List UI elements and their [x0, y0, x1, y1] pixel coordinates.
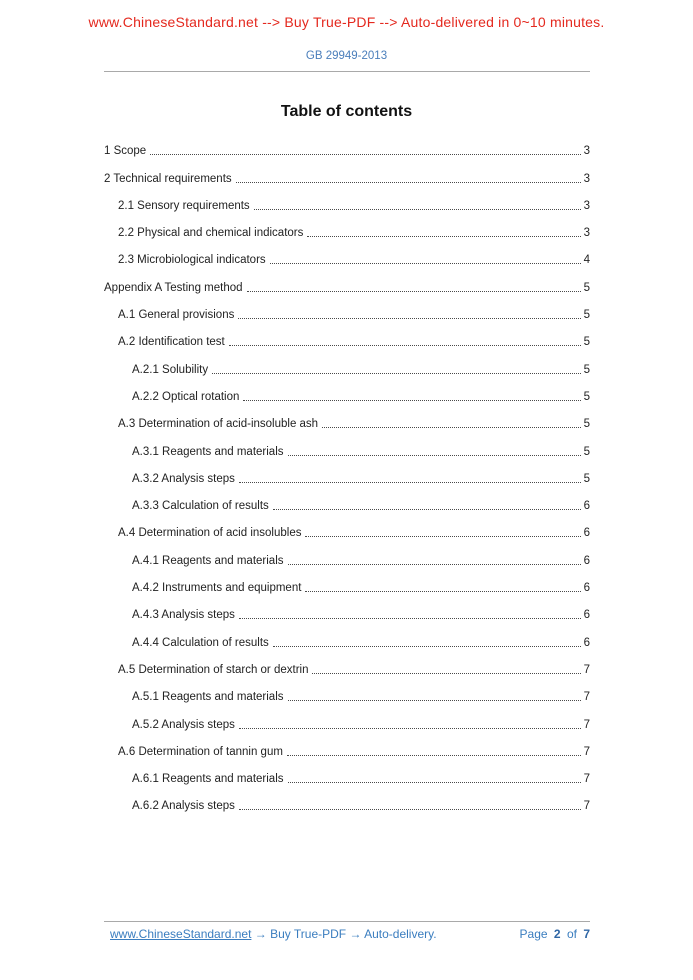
- toc-entry[interactable]: [104, 218, 590, 245]
- toc-entry[interactable]: [104, 464, 590, 491]
- toc-entry-page: 7: [583, 691, 590, 704]
- toc-entry-label: 2.3 Microbiological indicators: [118, 254, 266, 267]
- toc-entry-page: 5: [583, 472, 590, 485]
- toc-entry[interactable]: [104, 300, 590, 327]
- toc-entry-page: 6: [583, 527, 590, 540]
- page-label: Page: [519, 927, 548, 941]
- toc-entry-page: 5: [583, 281, 590, 294]
- footer: [104, 927, 590, 941]
- toc-entry-page: 7: [583, 718, 590, 731]
- toc-leader-dots: [273, 646, 581, 647]
- toc-entry-label: 1 Scope: [104, 145, 147, 158]
- toc-entry-page: 7: [583, 745, 590, 758]
- toc-leader-dots: [288, 564, 581, 565]
- toc-entry[interactable]: [104, 791, 590, 818]
- toc-entry-label: A.6 Determination of tannin gum: [118, 745, 283, 758]
- toc-entry[interactable]: [104, 191, 590, 218]
- toc-entry-page: 3: [583, 145, 590, 158]
- toc-leader-dots: [288, 700, 581, 701]
- toc-entry[interactable]: [104, 327, 590, 354]
- toc-leader-dots: [305, 536, 580, 537]
- toc-entry[interactable]: [104, 382, 590, 409]
- toc-leader-dots: [150, 154, 580, 155]
- toc-leader-dots: [239, 728, 581, 729]
- toc-entry-label: A.4.3 Analysis steps: [132, 609, 235, 622]
- toc-entry-page: 6: [583, 636, 590, 649]
- toc-entry[interactable]: [104, 163, 590, 190]
- toc-leader-dots: [239, 618, 581, 619]
- toc-entry-page: 7: [583, 663, 590, 676]
- toc-entry[interactable]: [104, 491, 590, 518]
- toc-entry-page: 5: [583, 363, 590, 376]
- toc-leader-dots: [254, 209, 581, 210]
- footer-left: [104, 927, 437, 941]
- toc-entry[interactable]: [104, 354, 590, 381]
- header-divider: [104, 71, 590, 72]
- toc-entry-page: 6: [583, 554, 590, 567]
- toc-leader-dots: [270, 263, 581, 264]
- toc-entry[interactable]: [104, 272, 590, 299]
- toc-entry[interactable]: [104, 436, 590, 463]
- toc-title: Table of contents: [280, 103, 413, 120]
- page-total: 7: [583, 927, 590, 941]
- toc-entry[interactable]: [104, 682, 590, 709]
- toc-entry-page: 7: [583, 800, 590, 813]
- toc-entry-label: 2.1 Sensory requirements: [118, 199, 250, 212]
- toc-entry-label: 2 Technical requirements: [104, 172, 232, 185]
- footer-divider: [104, 921, 590, 922]
- toc-entry[interactable]: [104, 655, 590, 682]
- toc-entry-page: 5: [583, 445, 590, 458]
- page-of-label: of: [566, 927, 577, 941]
- toc-entry-page: 5: [583, 336, 590, 349]
- toc-entry[interactable]: [104, 764, 590, 791]
- toc-leader-dots: [288, 455, 581, 456]
- document-number: GB 29949-2013: [305, 50, 388, 62]
- toc-entry-label: A.4.4 Calculation of results: [132, 636, 269, 649]
- toc-entry-page: 6: [583, 609, 590, 622]
- toc-leader-dots: [273, 509, 581, 510]
- toc-entry-label: A.6.2 Analysis steps: [132, 800, 235, 813]
- toc-entry[interactable]: [104, 136, 590, 163]
- toc-entry[interactable]: [104, 518, 590, 545]
- toc-leader-dots: [307, 236, 580, 237]
- toc-entry-page: 4: [583, 254, 590, 267]
- toc-entry-label: A.2.2 Optical rotation: [132, 390, 240, 403]
- toc-leader-dots: [239, 809, 581, 810]
- toc-entry[interactable]: [104, 245, 590, 272]
- toc-entry-label: Appendix A Testing method: [104, 281, 243, 294]
- toc-entry-label: A.4 Determination of acid insolubles: [118, 527, 302, 540]
- toc-leader-dots: [312, 673, 580, 674]
- header-banner: www.ChineseStandard.net --> Buy True-PDF --> Auto-delivered in 0~10 minutes.: [88, 14, 605, 30]
- toc-entry-label: A.2 Identification test: [118, 336, 225, 349]
- toc-leader-dots: [322, 427, 581, 428]
- toc-entry-page: 3: [583, 199, 590, 212]
- toc-entry-page: 6: [583, 582, 590, 595]
- toc-leader-dots: [239, 482, 581, 483]
- toc-leader-dots: [212, 373, 581, 374]
- toc-leader-dots: [238, 318, 580, 319]
- footer-tagline: → Buy True-PDF → Auto-delivery.: [251, 927, 437, 941]
- toc-entry-label: A.4.2 Instruments and equipment: [132, 582, 302, 595]
- toc-entry-label: A.3.1 Reagents and materials: [132, 445, 284, 458]
- toc-entry[interactable]: [104, 600, 590, 627]
- toc-list: [104, 136, 590, 818]
- toc-leader-dots: [287, 755, 581, 756]
- toc-entry[interactable]: [104, 709, 590, 736]
- page-indicator: [517, 927, 590, 941]
- toc-entry-page: 5: [583, 390, 590, 403]
- toc-entry-page: 3: [583, 172, 590, 185]
- toc-entry-label: A.5 Determination of starch or dextrin: [118, 663, 309, 676]
- toc-entry-page: 5: [583, 309, 590, 322]
- toc-entry-page: 7: [583, 773, 590, 786]
- toc-entry-page: 5: [583, 418, 590, 431]
- toc-entry-label: A.3.3 Calculation of results: [132, 500, 269, 513]
- toc-entry-page: 6: [583, 500, 590, 513]
- page-current: 2: [553, 927, 561, 941]
- toc-leader-dots: [288, 782, 581, 783]
- toc-entry[interactable]: [104, 545, 590, 572]
- toc-entry-label: A.6.1 Reagents and materials: [132, 773, 284, 786]
- toc-entry-page: 3: [583, 227, 590, 240]
- toc-leader-dots: [236, 182, 581, 183]
- toc-entry[interactable]: [104, 409, 590, 436]
- toc-entry-label: A.5.1 Reagents and materials: [132, 691, 284, 704]
- toc-entry[interactable]: [104, 737, 590, 764]
- toc-entry-label: 2.2 Physical and chemical indicators: [118, 227, 304, 240]
- toc-leader-dots: [243, 400, 580, 401]
- toc-entry-label: A.2.1 Solubility: [132, 363, 209, 376]
- toc-entry-label: A.4.1 Reagents and materials: [132, 554, 284, 567]
- toc-entry[interactable]: [104, 627, 590, 654]
- footer-link[interactable]: www.ChineseStandard.net: [110, 927, 252, 941]
- toc-entry-label: A.1 General provisions: [118, 309, 235, 322]
- toc-entry-label: A.3 Determination of acid-insoluble ash: [118, 418, 319, 431]
- toc-entry[interactable]: [104, 573, 590, 600]
- toc-leader-dots: [305, 591, 580, 592]
- toc-leader-dots: [229, 345, 581, 346]
- toc-leader-dots: [247, 291, 581, 292]
- toc-entry-label: A.5.2 Analysis steps: [132, 718, 235, 731]
- toc-entry-label: A.3.2 Analysis steps: [132, 472, 235, 485]
